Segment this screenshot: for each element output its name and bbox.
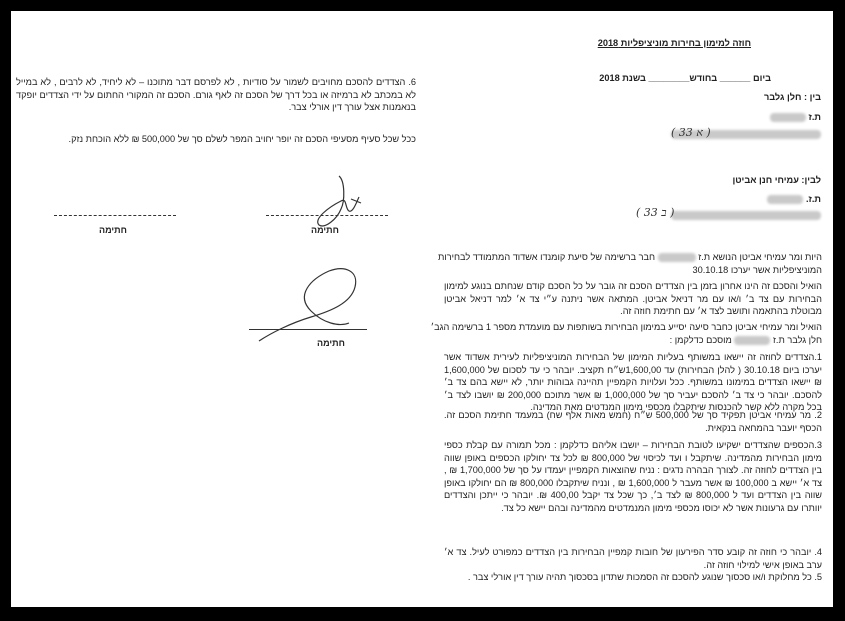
signature-line	[54, 215, 176, 216]
recital-3-line-1: הואיל ומר עמיחי אביטן כחבר סיעה יסייע במימון הבחירות בשותפות עם מועמדת מספר 1 ברשימה הגב׳	[430, 322, 822, 332]
redacted-id	[767, 195, 803, 204]
signature-label: חתימה	[317, 338, 345, 348]
clause-5: 5. כל מחלוקת ו/או סכסוך שנוגע להסכם זה הסמכות שתדון בסכסוך תהיה עורך דין אורלי צבר .	[467, 572, 822, 582]
signature-label: חתימה	[311, 225, 339, 235]
clause-1: 1.הצדדים לחוזה זה יישאו במשותף בעליות המימון של הבחירות המוניציפליות לעירית אשדוד אשר יערכו ביום 30.10.18 ( להלן הבחירות) עד 1,600,00ש״ח תקציב. יובהר כי עד לסכום של 1,600,000 ₪ יישאו הצדדים במימונו במשותף. ככל ועלויות הקמפיין תהיינה גבוהות יותר, לא יישא בהם צד ב׳ להסכם. יובהר כי צד ב׳ להסכם יעביר סך של 1,000,000 ₪ אשר מתוכם 200,000 ₪ יושבו לצד ב׳ בכל מקרה ללא קשר להכנסות שיתקבלו מכספי מימון המנדטים מאת המדינה.	[444, 352, 822, 413]
clause-2: 2. מר עמיחי אביטן תפקיד סך של 500,000 ש״ח (חמש מאות אלף שח) במעמד חתימת הסכם זה. הכסף יועבר בהמחאה בנקאית.	[444, 410, 822, 433]
clause-3: 3.הכספים שהצדדים ישקיעו לטובת הבחירות – יושבו אליהם כדלקמן : מכל תמורה עם קבלת כספי מימון הבחירות מהמדינה. שיתקבל ו ועד לכיסוי של 800,000 ₪ לכל צד יחולקו הכספים באופן שווה בין הצדדים לחוזה זה. לצורך הבהרה נדגים : נניח שהוצאות הקמפיין יעמדו על סך של 1,700,000 ₪ , צד א׳ יישא ב 100,000 ₪ אשר מעבר ל 1,600,000 ₪ , ונניח שיתקבלו 800,000 ₪ הם יחולקו באופן שווה בין הצדדים ועד ל 800,000 ₪ לצד ב׳, כך שכל צד יקבל 400,00 ₪. יובהר כי ייתכן והצדדים יוותרו עם גרעונות אשר לא יכוסו מכספי מימון המנמדטים מהמדינה ובהם יישא כל צד.	[444, 440, 823, 513]
clause-6: 6. הצדדים להסכם מחויבים לשמור על סודיות , לא לפרסם דבר מתוכנו – לא ליחיד, לא לרבים , לא במייל לא במכתב לא ברמיזה או בכל דרך של הסכם זה לאף גורם. הסכם זה המקורי החתום על ידי הצדדים יופקד בנאמנות אצל עורך דין אורלי צבר.	[16, 77, 416, 113]
party-a-id-label: ת.ז	[808, 112, 821, 122]
party-b-id-row	[671, 193, 821, 205]
party-b-id-label: ת.ז.	[805, 194, 821, 204]
recital-1-line-1: היות ומר עמיחי אביטן הנושא ת.ז חבר ברשימה של סיעת קומנדו אשדוד המתמודד לבחירות	[437, 252, 822, 262]
clause-4: 4. יובהר כי חוזה זה קובע סדר הפירעון של חובות קמפיין הבחירות בין הצדדים כמפורט לעיל. צד א׳ ערב באופן אישי למילוי חוזה זה.	[444, 547, 822, 570]
signature-label: חתימה	[99, 225, 127, 235]
recital-3-line-2: חלן גלבר ת.ז מוסכם כדלקמן :	[669, 335, 822, 345]
party-b-label: לבין: עמיחי חנן אביטן	[732, 175, 821, 185]
redacted-address	[671, 211, 821, 220]
document-title: חוזה למימון בחירות מוניציפליות 2018	[597, 38, 751, 48]
party-a-handwritten-note: ( ‏א 33 )	[671, 126, 711, 139]
party-a-address-row	[611, 128, 821, 140]
document-scan	[11, 11, 833, 607]
recital-1-line-2: המוניציפליות אשר יערכו 30.10.18	[692, 265, 822, 275]
redacted-id	[734, 336, 770, 345]
penalty-clause: ככל שכל סעיף מסעיפי הסכם זה יופר יחויב המפר לשלם סך של 500,000 ₪ ללא הוכחת נזק.	[68, 134, 416, 144]
party-b-handwritten-note: ( ב 33 )	[636, 206, 675, 219]
recital-2: הואיל והסכם זה הינו אחרון בזמן בין הצדדים הסכם זה גובר על כל הסכם קודם שנחתם בנוגע למימון הבחירות עם צד ב׳ ו/או עם מר דניאל אביטן. המתאה אשר ניתנה ע״י צד א׳ למר דניאל אביטן מבוטלת בהתאמה ותושב לצד א׳ עם חתימת חוזה זה.	[444, 281, 822, 317]
redacted-id	[770, 113, 806, 122]
party-a-id-row	[671, 111, 821, 123]
redacted-id	[658, 253, 696, 262]
party-a-label: בין : חלן גלבר	[763, 92, 821, 102]
signature-scribble-icon	[251, 263, 381, 343]
signature-scribble-icon	[301, 171, 381, 231]
date-line: ביום ______ בחודש________ בשנת 2018	[599, 73, 771, 83]
